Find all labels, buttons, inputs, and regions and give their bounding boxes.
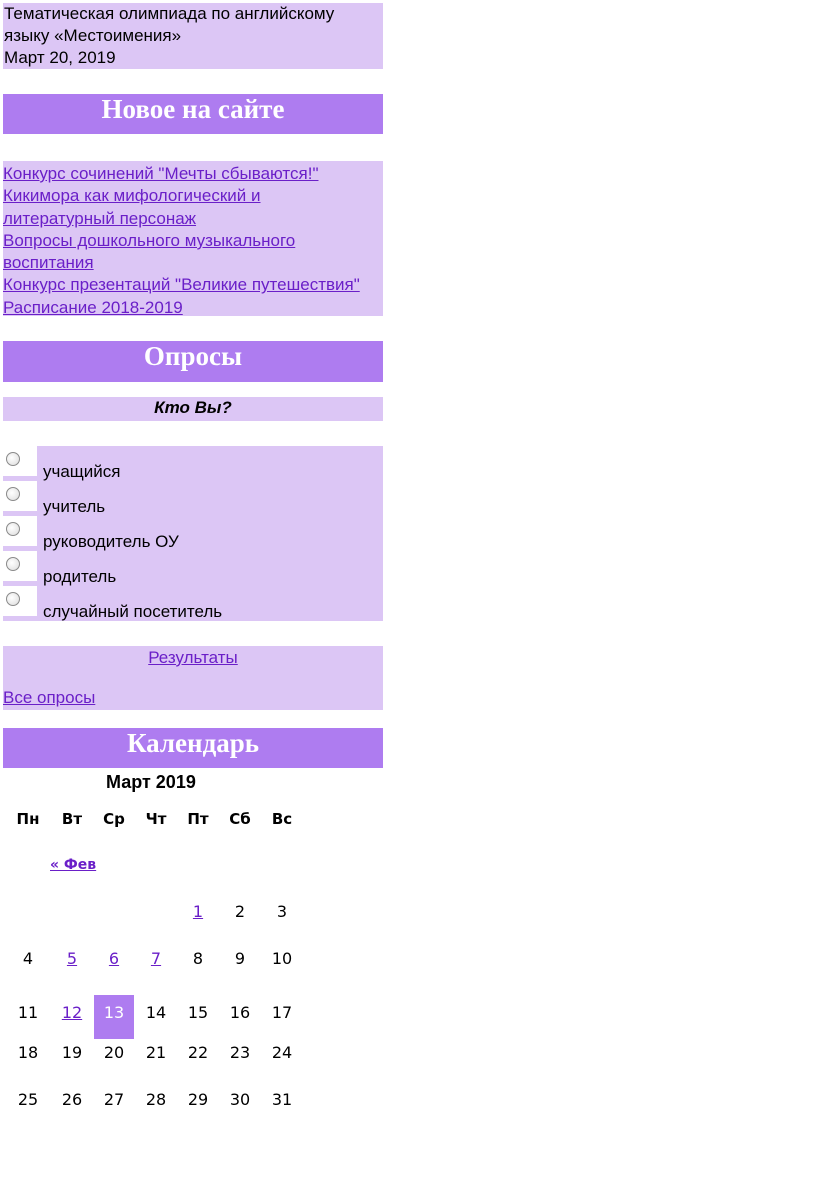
calendar-day [178, 1035, 218, 1079]
news-link-essay-contest[interactable]: Конкурс сочинений "Мечты сбываются!" [3, 164, 319, 183]
calendar-day [8, 1035, 48, 1079]
calendar-day-number[interactable]: 1 [192, 902, 204, 921]
weekday-label: Вс [271, 810, 293, 828]
calendar-day-number: 25 [17, 1090, 39, 1109]
calendar-day[interactable] [178, 894, 218, 938]
radio-cell [3, 481, 37, 514]
calendar-day-number: 26 [61, 1090, 83, 1109]
calendar-day [262, 894, 302, 938]
news-link-presentation-contest[interactable]: Конкурс презентаций "Великие путешествия" [3, 275, 360, 295]
poll-option[interactable] [3, 586, 383, 621]
calendar-day [262, 941, 302, 985]
poll-results-link[interactable]: Результаты [148, 648, 238, 667]
poll-option-label: руководитель ОУ [43, 532, 179, 551]
calendar-day-number: 28 [145, 1090, 167, 1109]
calendar-day [8, 1082, 48, 1126]
announcement-box [3, 3, 383, 69]
calendar-day-number: 21 [145, 1043, 167, 1062]
poll-question: Кто Вы? [3, 397, 383, 421]
calendar-day-number[interactable]: 7 [150, 949, 162, 968]
announcement-title-line1: Тематическая олимпиада по английскому [4, 4, 335, 23]
radio-cell [3, 551, 37, 584]
calendar-day-number: 17 [271, 1003, 293, 1022]
calendar-day [262, 995, 302, 1039]
news-link-kikimora-cont[interactable]: литературный персонаж [3, 208, 197, 228]
calendar-day [220, 1082, 260, 1126]
calendar-day-number: 30 [229, 1090, 251, 1109]
calendar-day-number: 3 [276, 902, 288, 921]
calendar-day [178, 941, 218, 985]
news-link-schedule[interactable]: Расписание 2018-2019 [3, 297, 183, 317]
poll-option-label: учащийся [43, 462, 121, 481]
news-link-kikimora[interactable]: Кикимора как мифологический и [3, 186, 261, 206]
radio-cell [3, 586, 37, 619]
calendar-day [94, 995, 134, 1039]
weekday-label: Пн [16, 810, 40, 828]
calendar-day [8, 941, 48, 985]
poll-option[interactable] [3, 481, 383, 516]
poll-results-box [3, 646, 383, 710]
calendar-day [220, 1035, 260, 1079]
calendar-day[interactable] [52, 941, 92, 985]
calendar-day[interactable] [136, 941, 176, 985]
calendar-day [178, 1082, 218, 1126]
radio-button[interactable] [6, 452, 20, 466]
poll-option-label: учитель [43, 497, 106, 516]
calendar-day [178, 995, 218, 1039]
calendar-day-number: 13 [103, 1003, 125, 1022]
calendar-day [8, 995, 48, 1039]
calendar-day-number: 4 [22, 949, 34, 968]
all-polls-link[interactable]: Все опросы [3, 688, 96, 707]
calendar-prev-month-link[interactable]: « Фев [50, 857, 97, 873]
news-header: Новое на сайте [3, 94, 383, 134]
announcement-title-line2: языку «Местоимения» [4, 26, 182, 45]
announcement-date: Март 20, 2019 [4, 48, 116, 67]
weekday-label: Пт [187, 810, 209, 828]
calendar-day-number[interactable]: 6 [108, 949, 120, 968]
poll-option-label: родитель [43, 567, 117, 586]
calendar-day-number: 9 [234, 949, 246, 968]
weekday-label: Чт [145, 810, 167, 828]
calendar-day-number: 24 [271, 1043, 293, 1062]
calendar-day-number: 2 [234, 902, 246, 921]
polls-header: Опросы [3, 341, 383, 382]
calendar-day[interactable] [94, 941, 134, 985]
calendar-day-number: 29 [187, 1090, 209, 1109]
calendar-day [220, 995, 260, 1039]
calendar-day [94, 1082, 134, 1126]
calendar-day [52, 1035, 92, 1079]
weekday-label: Вт [61, 810, 83, 828]
calendar-day [136, 1035, 176, 1079]
news-link-preschool-music[interactable]: Вопросы дошкольного музыкального [3, 230, 296, 250]
weekday-label: Сб [229, 810, 251, 828]
calendar-day [136, 995, 176, 1039]
calendar-day-number: 11 [17, 1003, 39, 1022]
radio-cell [3, 516, 37, 549]
calendar-day-number: 31 [271, 1090, 293, 1109]
calendar-day [262, 1035, 302, 1079]
news-list [3, 161, 383, 316]
calendar-day-number: 27 [103, 1090, 125, 1109]
calendar-day [262, 1082, 302, 1126]
calendar-day [94, 1035, 134, 1079]
calendar-day [52, 1082, 92, 1126]
calendar-day-number: 15 [187, 1003, 209, 1022]
poll-option-label: случайный посетитель [43, 602, 223, 621]
calendar-day[interactable] [52, 995, 92, 1039]
calendar-month-title: Март 2019 [106, 772, 196, 792]
poll-option[interactable] [3, 516, 383, 551]
calendar-day [220, 894, 260, 938]
news-link-preschool-music-cont[interactable]: воспитания [3, 253, 94, 273]
poll-option[interactable] [3, 551, 383, 586]
calendar-header: Календарь [3, 728, 383, 768]
calendar-day-number: 23 [229, 1043, 251, 1062]
calendar-day-number[interactable]: 5 [66, 949, 78, 968]
weekday-label: Ср [103, 810, 125, 828]
calendar-day-number: 18 [17, 1043, 39, 1062]
calendar-day [136, 1082, 176, 1126]
poll-option[interactable] [3, 446, 383, 481]
calendar-day-number: 20 [103, 1043, 125, 1062]
calendar-day-number: 14 [145, 1003, 167, 1022]
calendar-day-number: 10 [271, 949, 293, 968]
poll-options [3, 446, 383, 621]
radio-button[interactable] [6, 487, 20, 501]
calendar-day-number: 19 [61, 1043, 83, 1062]
calendar-day-number: 16 [229, 1003, 251, 1022]
radio-button[interactable] [6, 522, 20, 536]
calendar-day-number: 8 [192, 949, 204, 968]
radio-button[interactable] [6, 592, 20, 606]
radio-button[interactable] [6, 557, 20, 571]
radio-cell [3, 446, 37, 479]
calendar-day-number: 22 [187, 1043, 209, 1062]
calendar-day [220, 941, 260, 985]
calendar-day-number[interactable]: 12 [61, 1003, 83, 1022]
